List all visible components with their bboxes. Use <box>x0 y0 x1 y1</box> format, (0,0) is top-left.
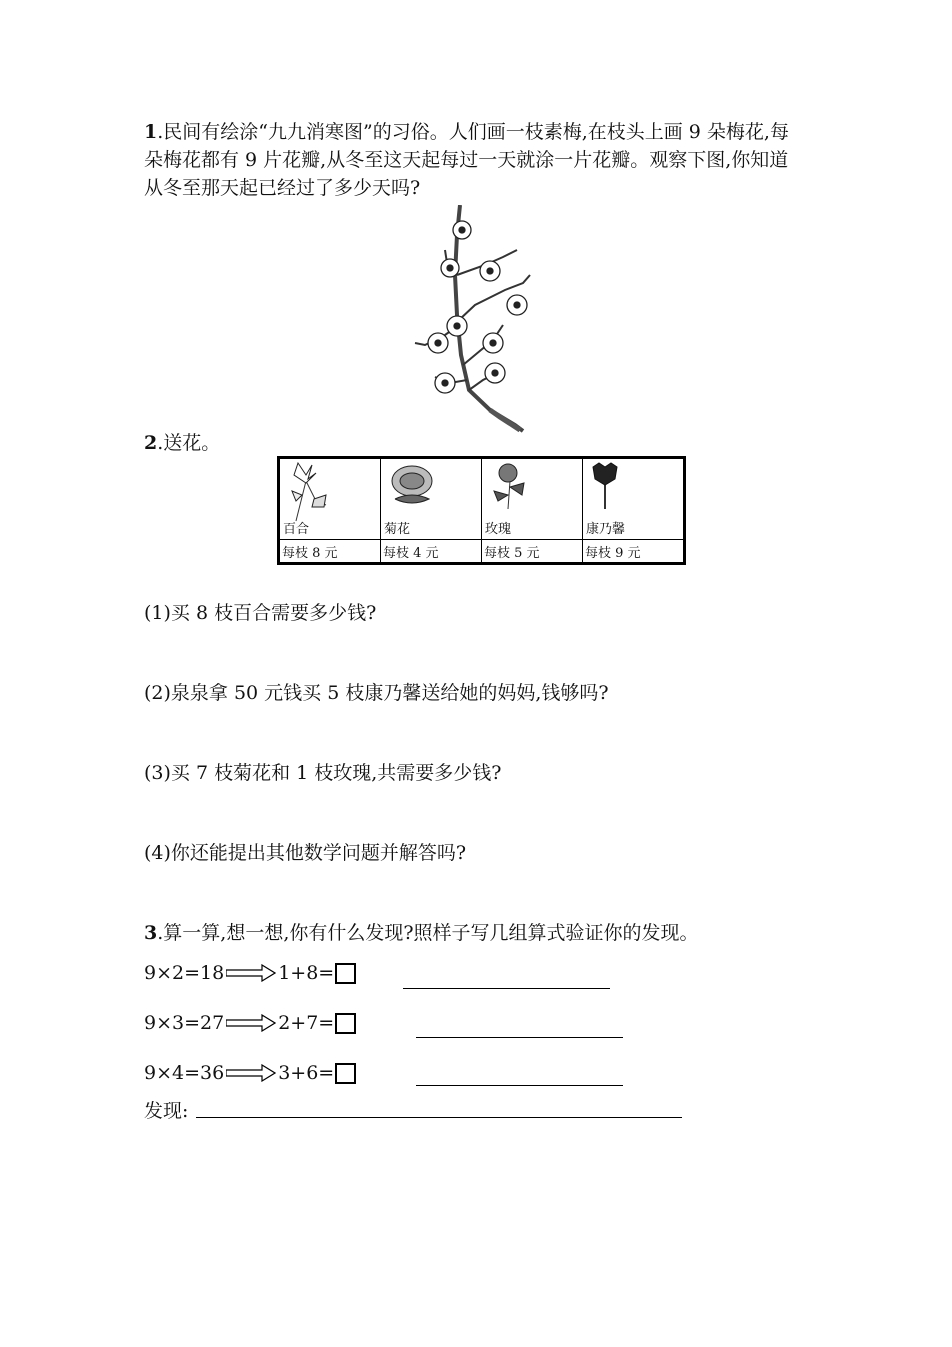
answer-line[interactable] <box>416 1037 623 1038</box>
flower-name: 玫瑰 <box>485 522 512 537</box>
equation-right: 3+6= <box>278 1062 335 1084</box>
answer-line[interactable] <box>403 988 610 989</box>
equation-row <box>144 958 356 988</box>
flower-price: 每枝 9 元 <box>583 540 685 564</box>
equation-left: 9×2=18 <box>144 962 225 984</box>
flower-name: 菊花 <box>384 522 411 537</box>
flower-price: 每枝 5 元 <box>482 540 583 564</box>
chrysanthemum-icon <box>387 461 437 511</box>
sub-question-4: (4)你还能提出其他数学问题并解答吗? <box>144 842 467 864</box>
question-text: .送花。 <box>157 432 221 454</box>
flower-cell-lily <box>279 458 381 540</box>
answer-line[interactable] <box>416 1085 623 1086</box>
flower-price: 每枝 4 元 <box>381 540 482 564</box>
arrow-icon <box>226 964 276 982</box>
sub-question-3: (3)买 7 枝菊花和 1 枝玫瑰,共需要多少钱? <box>144 762 502 784</box>
equation-left: 9×4=36 <box>144 1062 225 1084</box>
flower-cell-rose <box>482 458 583 540</box>
question-text: .民间有绘涂“九九消寒图”的习俗。人们画一枝素梅,在枝头上画 9 朵梅花,每朵梅花都有 9 片花瓣,从冬至这天起每过一天就涂一片花瓣。观察下图,你知道从冬至那天起已经过了多少天吗? <box>144 121 789 199</box>
question-number: 1 <box>144 121 158 143</box>
flower-price: 每枝 8 元 <box>279 540 381 564</box>
carnation-icon <box>589 461 629 511</box>
flower-name: 百合 <box>283 522 310 537</box>
flower-price-table <box>277 456 686 565</box>
question-number: 3 <box>144 922 158 944</box>
equation-right: 2+7= <box>278 1012 335 1034</box>
lily-icon <box>286 461 332 523</box>
plum-branch-illustration <box>405 205 535 433</box>
question-number: 2 <box>144 432 158 454</box>
arrow-icon <box>226 1014 276 1032</box>
equation-row <box>144 1008 356 1038</box>
question-3-title <box>144 918 699 945</box>
finding-answer-line[interactable] <box>196 1117 682 1118</box>
answer-box[interactable] <box>335 1013 356 1034</box>
flower-name: 康乃馨 <box>586 522 626 537</box>
sub-question-2: (2)泉泉拿 50 元钱买 5 枝康乃馨送给她的妈妈,钱够吗? <box>144 682 609 704</box>
question-text: .算一算,想一想,你有什么发现?照样子写几组算式验证你的发现。 <box>157 922 699 944</box>
answer-box[interactable] <box>335 1063 356 1084</box>
equation-left: 9×3=27 <box>144 1012 225 1034</box>
equation-row <box>144 1058 356 1088</box>
sub-question-1: (1)买 8 枝百合需要多少钱? <box>144 602 377 624</box>
question-2-title <box>144 428 220 455</box>
question-1 <box>144 118 804 202</box>
finding-label: 发现: <box>144 1100 189 1122</box>
flower-cell-chrysanthemum <box>381 458 482 540</box>
arrow-icon <box>226 1064 276 1082</box>
answer-box[interactable] <box>335 963 356 984</box>
rose-icon <box>488 461 534 511</box>
flower-cell-carnation <box>583 458 685 540</box>
equation-right: 1+8= <box>278 962 335 984</box>
